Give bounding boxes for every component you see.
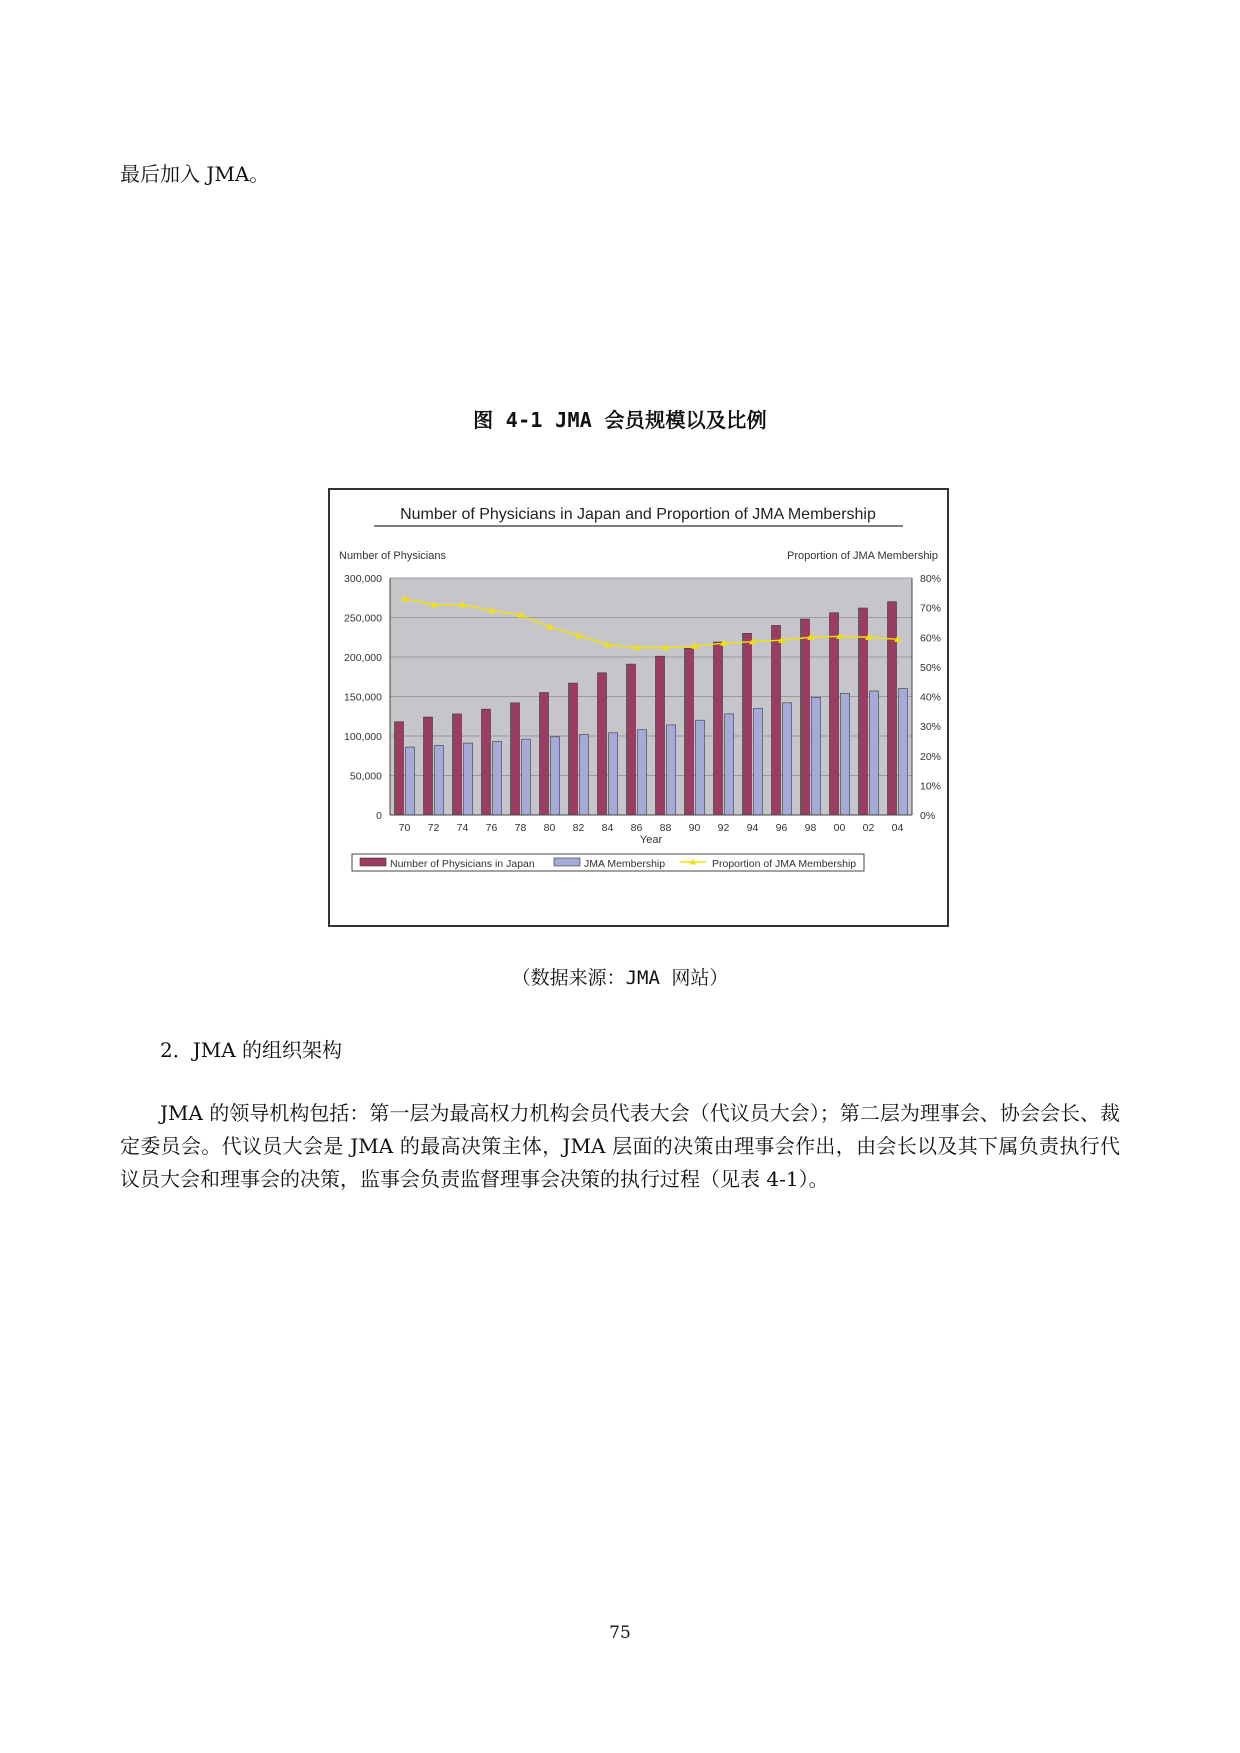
y-tick-label: 300,000 (344, 573, 382, 585)
bar-physicians (743, 633, 752, 815)
bar-jma-membership (406, 747, 415, 815)
bar-jma-membership (522, 739, 531, 815)
bar-physicians (540, 693, 549, 815)
y2-tick-label: 20% (920, 750, 942, 763)
bar-physicians (482, 709, 491, 815)
bar-jma-membership (725, 714, 734, 815)
bar-jma-membership (812, 697, 821, 815)
bar-jma-membership (464, 743, 473, 815)
bar-jma-membership (435, 745, 444, 815)
y2-tick-label: 40% (920, 691, 942, 704)
bar-physicians (453, 714, 462, 815)
y2-tick-label: 50% (920, 661, 942, 674)
x-tick-label: 74 (456, 822, 469, 834)
y-tick-label: 150,000 (344, 691, 382, 704)
y-tick-label: 100,000 (344, 731, 382, 743)
bar-jma-membership (493, 742, 502, 815)
x-tick-label: 80 (543, 822, 556, 834)
bar-jma-membership (667, 725, 676, 815)
x-tick-label: 78 (514, 822, 527, 834)
y2-tick-label: 30% (920, 721, 942, 734)
x-tick-label: 84 (601, 822, 614, 834)
bar-physicians (395, 722, 404, 815)
bar-physicians (801, 619, 810, 815)
bar-physicians (424, 717, 433, 815)
x-tick-label: 72 (427, 822, 440, 834)
source-note: （数据来源：JMA 网站） (511, 967, 729, 989)
bar-jma-membership (870, 691, 879, 815)
section-heading: 2．JMA 的组织架构 (160, 1038, 343, 1062)
bar-jma-membership (551, 737, 560, 815)
bar-jma-membership (638, 730, 647, 815)
bar-physicians (627, 664, 636, 815)
x-tick-label: 82 (572, 822, 585, 834)
x-tick-label: 90 (688, 822, 701, 834)
y2-axis-label: Proportion of JMA Membership (786, 550, 938, 562)
y-tick-label: 50,000 (349, 770, 382, 783)
bar-jma-membership (609, 733, 618, 815)
bar-jma-membership (899, 689, 908, 815)
figure-caption: 图 4-1 JMA 会员规模以及比例 (473, 408, 767, 432)
y2-tick-label: 0% (920, 810, 936, 822)
x-tick-label: 98 (804, 822, 817, 834)
legend-label: JMA Membership (584, 858, 666, 870)
bar-jma-membership (841, 693, 850, 815)
x-tick-label: 04 (891, 822, 904, 834)
x-tick-label: 76 (485, 822, 498, 834)
bar-physicians (598, 673, 607, 815)
x-tick-label: 70 (398, 822, 411, 834)
y2-tick-label: 70% (920, 602, 942, 615)
x-tick-label: 86 (630, 822, 643, 834)
chart-svg (330, 490, 947, 925)
bar-physicians (772, 625, 781, 815)
body-paragraph: JMA 的领导机构包括：第一层为最高权力机构会员代表大会（代议员大会）；第二层为理事会、协会会长、裁定委员会。代议员大会是 JMA 的最高决策主体，JMA 层面的决策由理事会作出，由会长以及其下属负责执行代议员大会和理事会的决策，监事会负责监督理事会决策的执行过程（见表 4-1）。 (120, 1101, 1120, 1191)
x-tick-label: 88 (659, 822, 672, 834)
bar-physicians (511, 703, 520, 815)
chart-figure (328, 488, 949, 927)
bar-jma-membership (696, 720, 705, 815)
x-tick-label: 02 (862, 822, 875, 834)
y2-tick-label: 10% (920, 780, 942, 793)
x-axis-label: Year (639, 834, 663, 846)
page-number: 75 (609, 1623, 631, 1643)
bar-physicians (888, 602, 897, 815)
y-axis-label: Number of Physicians (339, 550, 446, 562)
legend-label: Number of Physicians in Japan (390, 858, 535, 870)
legend-swatch-jma-membership (554, 858, 580, 866)
bar-physicians (569, 683, 578, 815)
chart-title: Number of Physicians in Japan and Proportion of JMA Membership (400, 506, 876, 523)
bar-physicians (714, 642, 723, 815)
bar-physicians (830, 613, 839, 815)
y-tick-label: 250,000 (344, 612, 382, 625)
bar-jma-membership (783, 703, 792, 815)
x-tick-label: 94 (746, 822, 759, 834)
bar-physicians (685, 648, 694, 815)
y2-tick-label: 60% (920, 632, 942, 645)
x-tick-label: 00 (833, 822, 846, 834)
bar-jma-membership (580, 734, 589, 815)
y-tick-label: 0 (376, 810, 382, 822)
bar-physicians (656, 656, 665, 815)
y2-tick-label: 80% (920, 573, 942, 585)
bar-jma-membership (754, 708, 763, 815)
top-paragraph: 最后加入 JMA。 (120, 162, 270, 186)
chart-legend (352, 854, 864, 871)
y-tick-label: 200,000 (344, 652, 382, 664)
legend-swatch-physicians (360, 858, 386, 866)
x-tick-label: 92 (717, 822, 730, 834)
legend-label: Proportion of JMA Membership (712, 858, 857, 870)
x-tick-label: 96 (775, 822, 788, 834)
